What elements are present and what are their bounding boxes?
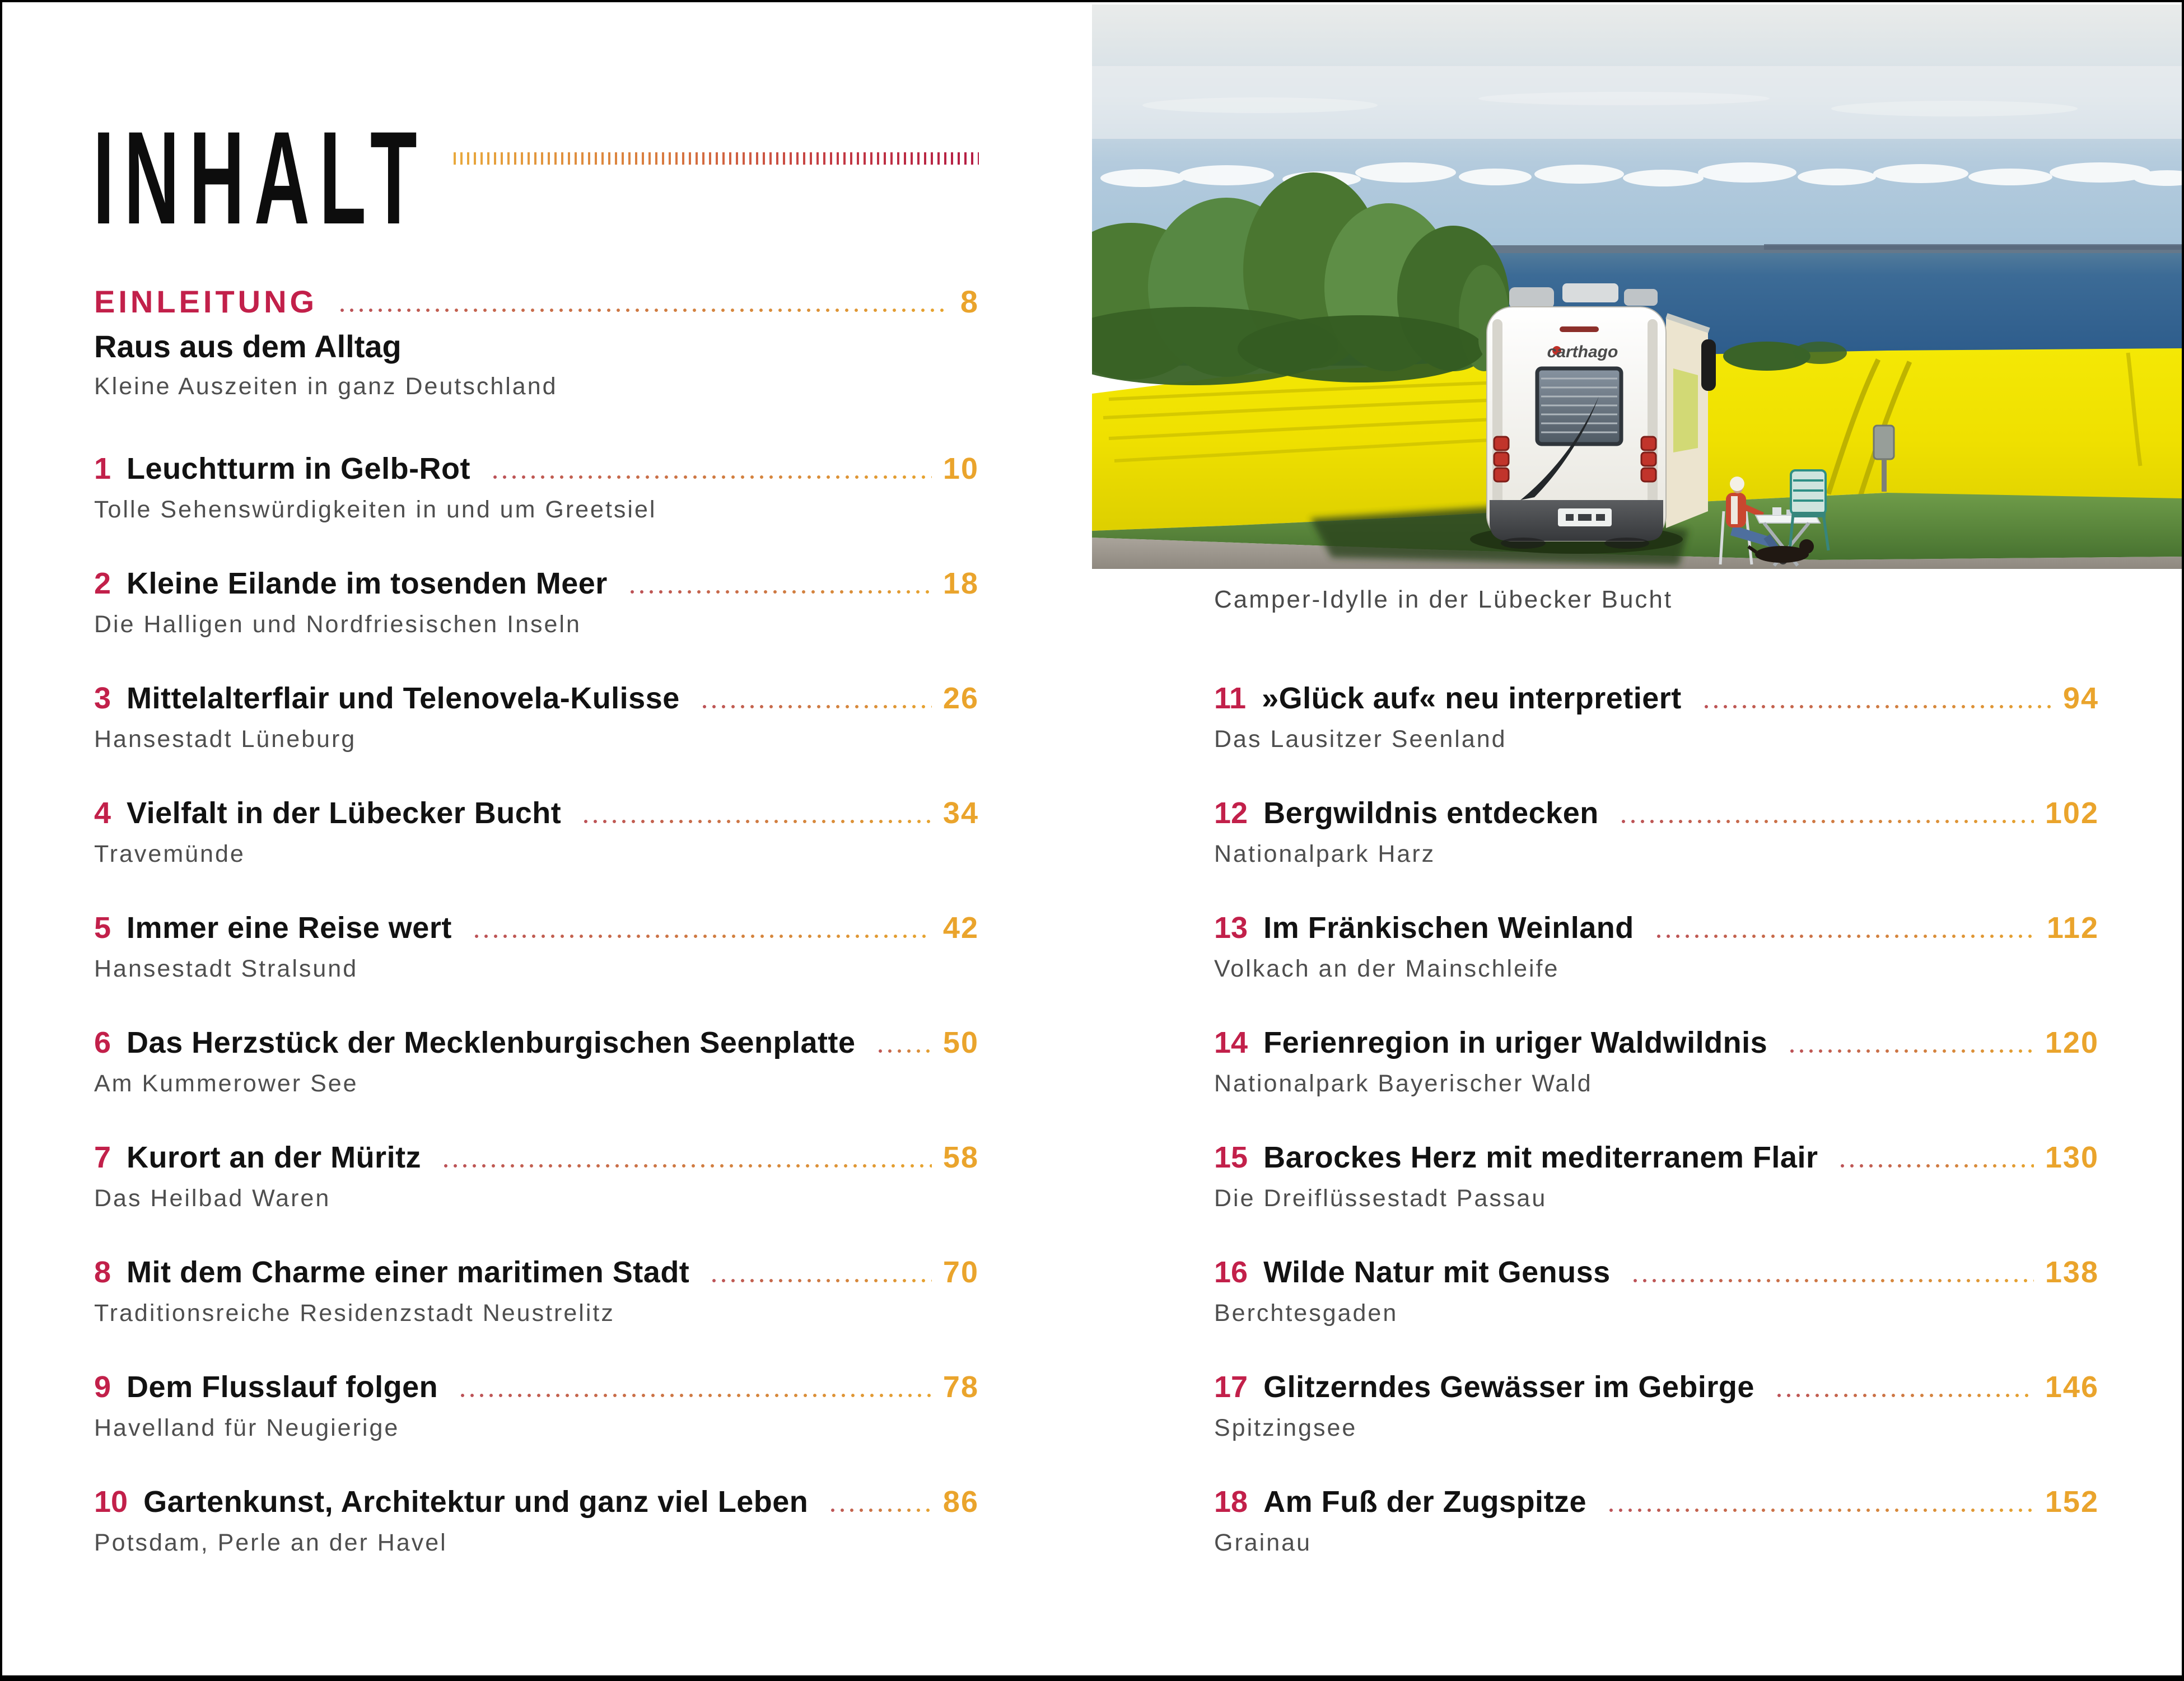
- entry-title: Mit dem Charme einer maritimen Stadt: [127, 1255, 690, 1289]
- dotted-leader: [876, 1049, 932, 1053]
- entry-page-number: 146: [2045, 1370, 2099, 1404]
- toc-entry: [94, 1138, 979, 1253]
- entry-subtitle: Nationalpark Bayerischer Wald: [1214, 1070, 1593, 1097]
- toc-entry: [1214, 1482, 2099, 1597]
- entry-title: Dem Flusslauf folgen: [127, 1370, 438, 1404]
- entry-title: Bergwildnis entdecken: [1263, 796, 1599, 830]
- entry-subtitle: Potsdam, Perle an der Havel: [94, 1529, 447, 1556]
- entry-page-number: 120: [2045, 1026, 2099, 1059]
- decorative-dash-line: [454, 152, 979, 165]
- entry-page-number: 70: [942, 1255, 979, 1289]
- entry-title: Leuchtturm in Gelb-Rot: [127, 452, 471, 485]
- entry-title: Immer eine Reise wert: [127, 911, 452, 945]
- entry-number: 6: [94, 1026, 111, 1059]
- dotted-leader: [491, 475, 932, 479]
- entry-page-number: 18: [942, 567, 979, 600]
- entry-title: Vielfalt in der Lübecker Bucht: [127, 796, 562, 830]
- toc-entry: [1214, 908, 2099, 1023]
- van-brand-text: carthago: [1547, 343, 1618, 361]
- entry-page-number: 58: [942, 1141, 979, 1174]
- toc-entry: [1214, 1253, 2099, 1367]
- entry-title: Im Fränkischen Weinland: [1263, 911, 1634, 945]
- entry-title: Ferienregion in uriger Waldwildnis: [1263, 1026, 1768, 1059]
- entry-number: 15: [1214, 1141, 1248, 1174]
- toc-entry: [1214, 1138, 2099, 1253]
- entry-number: 1: [94, 452, 111, 485]
- entry-title: Gartenkunst, Architektur und ganz viel Leben: [143, 1485, 809, 1519]
- dotted-leader: [458, 1393, 932, 1398]
- entry-subtitle: Tolle Sehenswürdigkeiten in und um Greetsiel: [94, 496, 657, 523]
- toc-entry: [1214, 679, 2099, 793]
- toc-entry: [94, 793, 979, 908]
- entry-title: Kurort an der Müritz: [127, 1141, 422, 1174]
- dotted-leader: [1607, 1508, 2034, 1512]
- entry-number: 3: [94, 681, 111, 715]
- entry-subtitle: Die Dreiflüssestadt Passau: [1214, 1185, 1547, 1212]
- entry-page-number: 50: [942, 1026, 979, 1059]
- toc-entry: [94, 1482, 979, 1597]
- entry-number: 14: [1214, 1026, 1248, 1059]
- entry-number: 18: [1214, 1485, 1248, 1519]
- dotted-leader: [338, 308, 949, 312]
- dotted-leader: [441, 1164, 932, 1168]
- toc-entry: [94, 449, 979, 564]
- dotted-leader: [1631, 1278, 2034, 1283]
- intro-heading: Raus aus dem Alltag: [94, 329, 402, 364]
- dotted-leader: [700, 704, 932, 709]
- entry-subtitle: Traditionsreiche Residenzstadt Neustrelitz: [94, 1300, 615, 1327]
- entry-title: »Glück auf« neu interpretiert: [1262, 681, 1682, 715]
- entry-subtitle: Havelland für Neugierige: [94, 1414, 400, 1441]
- entry-number: 10: [94, 1485, 128, 1519]
- toc-entry: [1214, 793, 2099, 908]
- toc-entry: [94, 564, 979, 679]
- dotted-leader: [1838, 1164, 2033, 1168]
- entry-page-number: 152: [2045, 1485, 2099, 1519]
- entry-number: 7: [94, 1141, 111, 1174]
- dotted-leader: [710, 1278, 932, 1283]
- entry-subtitle: Die Halligen und Nordfriesischen Inseln: [94, 611, 581, 638]
- entry-number: 8: [94, 1255, 111, 1289]
- entry-subtitle: Travemünde: [94, 840, 245, 867]
- entry-page-number: 102: [2045, 796, 2099, 830]
- entry-subtitle: Das Lausitzer Seenland: [1214, 726, 1507, 753]
- dotted-leader: [828, 1508, 932, 1512]
- entry-subtitle: Spitzingsee: [1214, 1414, 1357, 1441]
- entry-number: 4: [94, 796, 111, 830]
- camper-photo-illustration: [1092, 4, 2182, 569]
- entry-page-number: 94: [2062, 681, 2099, 715]
- dotted-leader: [1702, 704, 2052, 709]
- entry-subtitle: Hansestadt Lüneburg: [94, 726, 357, 753]
- entry-title: Wilde Natur mit Genuss: [1263, 1255, 1611, 1289]
- entry-subtitle: Grainau: [1214, 1529, 1312, 1556]
- entry-number: 9: [94, 1370, 111, 1404]
- entry-page-number: 10: [942, 452, 979, 485]
- toc-entry: [94, 908, 979, 1023]
- entry-title: Kleine Eilande im tosenden Meer: [127, 567, 608, 600]
- toc-column-right: [1214, 679, 2099, 1597]
- page-title: INHALT: [93, 104, 427, 252]
- toc-entry: [1214, 1023, 2099, 1138]
- intro-label: EINLEITUNG: [94, 284, 318, 319]
- entry-subtitle: Nationalpark Harz: [1214, 840, 1436, 867]
- entry-number: 11: [1214, 681, 1247, 715]
- entry-page-number: 42: [942, 911, 979, 945]
- entry-number: 2: [94, 567, 111, 600]
- entry-subtitle: Hansestadt Stralsund: [94, 955, 358, 982]
- entry-subtitle: Das Heilbad Waren: [94, 1185, 331, 1212]
- toc-entry: [94, 1253, 979, 1367]
- entry-subtitle: Volkach an der Mainschleife: [1214, 955, 1560, 982]
- entry-title: Das Herzstück der Mecklenburgischen Seenplatte: [127, 1026, 856, 1059]
- toc-entry: [1214, 1367, 2099, 1482]
- entry-page-number: 138: [2045, 1255, 2099, 1289]
- entry-title: Glitzerndes Gewässer im Gebirge: [1263, 1370, 1754, 1404]
- entry-number: 17: [1214, 1370, 1248, 1404]
- dotted-leader: [628, 590, 932, 594]
- dotted-leader: [1788, 1049, 2034, 1053]
- entry-page-number: 26: [942, 681, 979, 715]
- camper-van: [1487, 283, 1716, 549]
- entry-page-number: 86: [942, 1485, 979, 1519]
- photo-caption: Camper-Idylle in der Lübecker Bucht: [1214, 586, 1673, 613]
- toc-entry: [94, 1023, 979, 1138]
- entry-subtitle: Am Kummerower See: [94, 1070, 358, 1097]
- toc-entry: [94, 1367, 979, 1482]
- dotted-leader: [581, 819, 932, 824]
- intro-block: [94, 282, 979, 401]
- entry-title: Barockes Herz mit mediterranem Flair: [1263, 1141, 1818, 1174]
- entry-number: 13: [1214, 911, 1248, 945]
- intro-page-number: 8: [960, 284, 979, 319]
- entry-page-number: 130: [2045, 1141, 2099, 1174]
- entry-number: 12: [1214, 796, 1248, 830]
- intro-subtitle: Kleine Auszeiten in ganz Deutschland: [94, 373, 558, 400]
- toc-column-left: [94, 449, 979, 1597]
- entry-subtitle: Berchtesgaden: [1214, 1300, 1398, 1327]
- entry-page-number: 78: [942, 1370, 979, 1404]
- toc-entry: [94, 679, 979, 793]
- dotted-leader: [1654, 934, 2036, 938]
- camper-photo: [1092, 4, 2182, 569]
- entry-number: 16: [1214, 1255, 1248, 1289]
- entry-number: 5: [94, 911, 111, 945]
- entry-title: Am Fuß der Zugspitze: [1263, 1485, 1587, 1519]
- entry-page-number: 112: [2046, 911, 2099, 945]
- dotted-leader: [1619, 819, 2034, 824]
- dotted-leader: [1775, 1393, 2034, 1398]
- intro-row: [94, 282, 979, 321]
- entry-page-number: 34: [942, 796, 979, 830]
- dotted-leader: [472, 934, 932, 938]
- entry-title: Mittelalterflair und Telenovela-Kulisse: [127, 681, 680, 715]
